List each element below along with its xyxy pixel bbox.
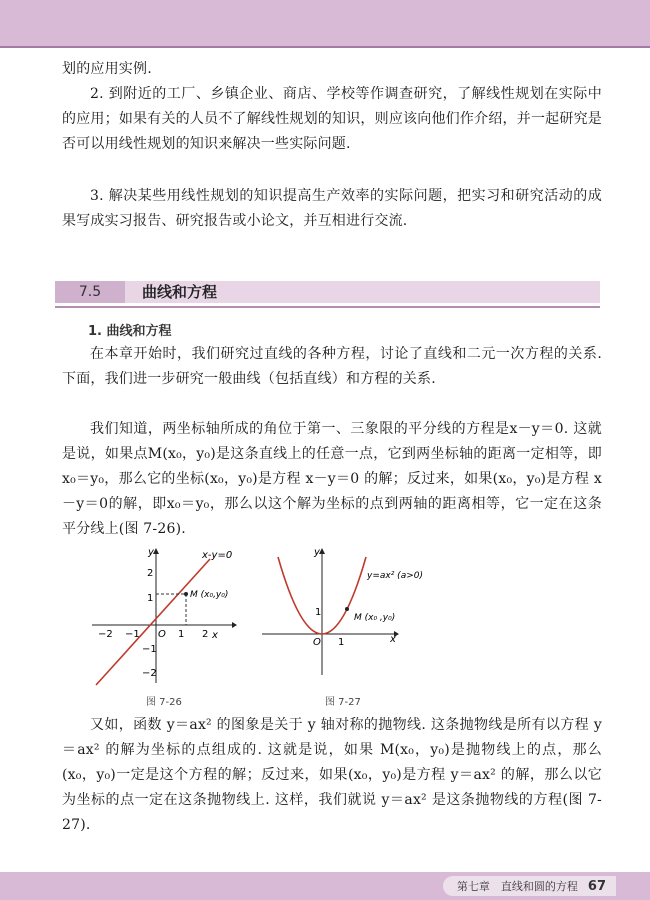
fig2-y-tick: 1 <box>315 607 322 618</box>
section-number: 7.5 <box>55 281 125 303</box>
section-title: 曲线和方程 <box>142 283 218 301</box>
fig1-x-tick: −2 <box>98 629 113 640</box>
section-header-bar <box>55 281 600 303</box>
fig1-x-tick: −1 <box>125 629 140 640</box>
section-rule <box>55 306 600 308</box>
fig1-x-tick: 1 <box>178 629 185 640</box>
page-number: 67 <box>587 878 606 894</box>
point-m <box>345 607 349 611</box>
fig1-y-tick: −1 <box>142 644 157 655</box>
fig2-y-axis-label: y <box>314 547 320 558</box>
fig1-origin-label: O <box>158 629 166 640</box>
fig1-point-label: M (x₀,y₀) <box>190 590 229 600</box>
footer <box>443 876 616 896</box>
header-rule <box>0 46 650 48</box>
x-axis-arrow-icon <box>232 622 237 628</box>
point-m <box>184 592 188 596</box>
paragraph-item-2: 2. 到附近的工厂、乡镇企业、商店、学校等作调查研究，了解线性规划在实际中的应用；如果有关的人员不了解线性规划的知识，则应该向他们作介绍，并一起研究是否可以用线性规划的知识来解决一些实际问题. <box>62 86 602 152</box>
fig2-x-axis-label: x <box>390 634 396 645</box>
paragraph-continuation: 划的应用实例. <box>62 61 152 77</box>
paragraph-bisector: 我们知道，两坐标轴所成的角位于第一、三象限的平分线的方程是x－y＝0. 这就是说，如果点M(x₀，y₀)是这条直线上的任意一点，它到两坐标轴的距离一定相等，即 x₀＝y₀，那么它的坐标(x₀，y₀)是方程 x－y＝0 的解；反过来，如果(x₀，y₀)是方程 x－y＝0的解，即x₀＝y₀，那么以这个解为坐标的点到两轴的距离相等，它一定在这条平分线上(图 7-26). <box>62 421 602 537</box>
fig1-y-tick: 1 <box>147 593 154 604</box>
fig1-x-tick: 2 <box>202 629 209 640</box>
paragraph-item-3: 3. 解决某些用线性规划的知识提高生产效率的实际问题，把实习和研究活动的成果写成实习报告、研究报告或小论文，并互相进行交流. <box>62 188 602 229</box>
fig1-y-tick: 2 <box>147 568 154 579</box>
fig1-y-tick: −2 <box>142 668 157 679</box>
fig2-curve-label: y=ax² (a>0) <box>367 571 423 581</box>
paragraph-parabola: 又如，函数 y＝ax² 的图象是关于 y 轴对称的抛物线. 这条抛物线是所有以方程 y＝ax² 的解为坐标的点组成的. 这就是说，如果 M(x₀，y₀)是抛物线上的点，那么(x₀，y₀)一定是这个方程的解；反过来，如果(x₀，y₀)是方程 y＝ax² 的解，那么以它为坐标的点一定在这条抛物线上. 这样，我们就说 y＝ax² 是这条抛物线的方程(图 7-27). <box>62 717 602 833</box>
figure-7-27-caption: 图 7-27 <box>325 697 361 708</box>
fig1-y-axis-label: y <box>148 547 154 558</box>
figure-7-26 <box>92 545 237 685</box>
fig2-origin-label: O <box>313 637 321 648</box>
footer-chapter: 第七章 直线和圆的方程 <box>456 880 578 893</box>
figure-7-26-caption: 图 7-26 <box>146 697 182 708</box>
figure-7-27 <box>262 545 423 680</box>
header-band <box>0 0 650 46</box>
subheading: 1. 曲线和方程 <box>88 324 172 339</box>
fig1-x-axis-label: x <box>212 630 218 641</box>
paragraph-intro: 在本章开始时，我们研究过直线的各种方程，讨论了直线和二元一次方程的关系. 下面，我们进一步研究一般曲线（包括直线）和方程的关系. <box>62 346 602 387</box>
fig2-x-tick: 1 <box>338 637 345 648</box>
fig2-point-label: M (x₀ ,y₀) <box>354 613 396 623</box>
fig1-line-label: x-y=0 <box>202 550 233 561</box>
